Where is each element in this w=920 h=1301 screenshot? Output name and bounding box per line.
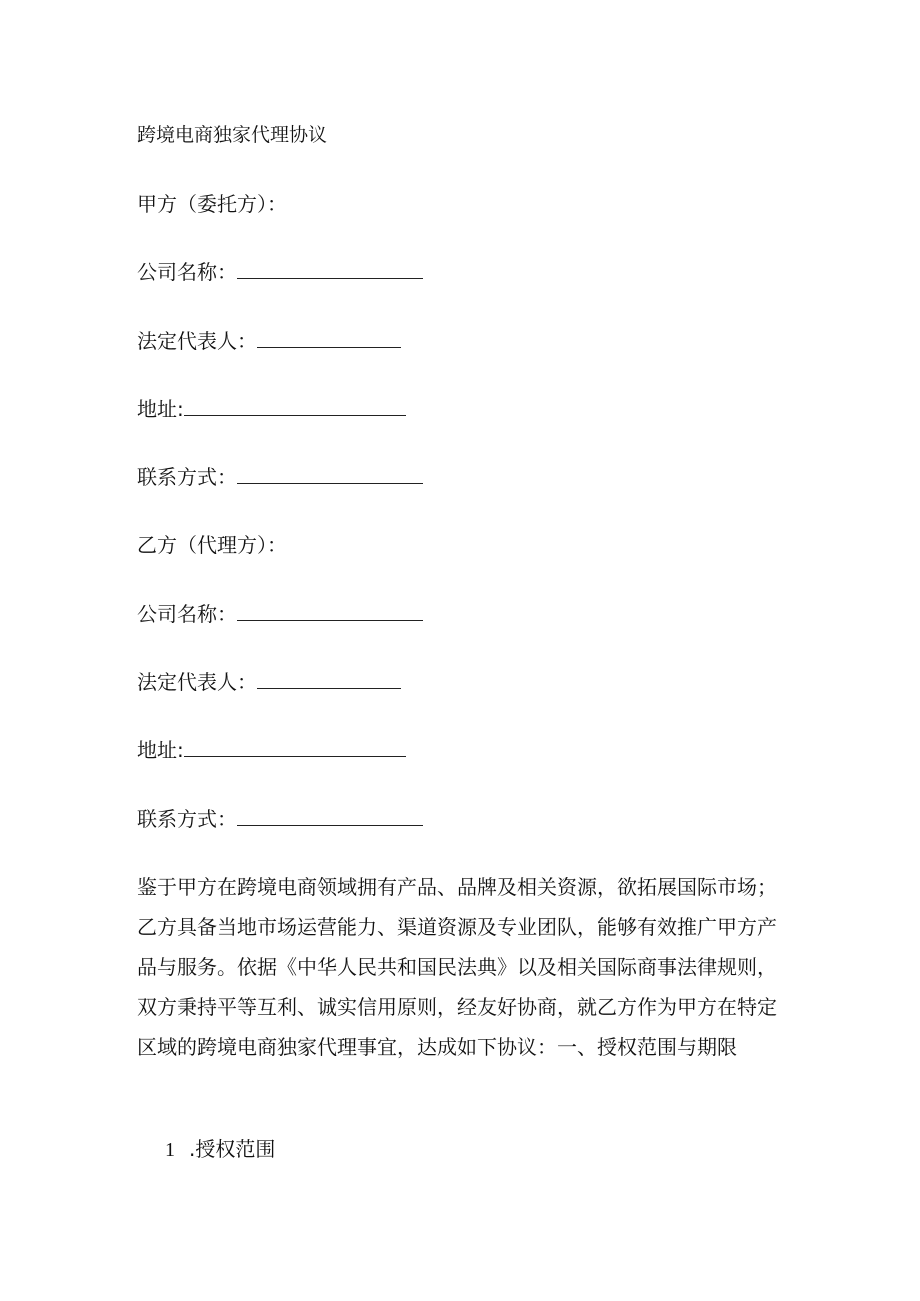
party-b-address-blank <box>184 738 406 757</box>
preamble-line: 鉴于甲方在跨境电商领域拥有产品、品牌及相关资源，欲拓展国际市场； <box>137 875 777 899</box>
party-b-contact-field <box>137 807 423 831</box>
party-a-company-label: 公司名称： <box>137 260 237 284</box>
section-item-authorization-scope <box>165 1137 275 1162</box>
party-b-company-field <box>137 602 423 626</box>
document-title: 跨境电商独家代理协议 <box>137 124 328 146</box>
party-a-company-field <box>137 260 423 284</box>
party-b-heading: 乙方（代理方）： <box>137 533 287 557</box>
party-a-address-field <box>137 397 406 421</box>
party-b-address-label: 地址: <box>137 738 184 762</box>
preamble-line: 乙方具备当地市场运营能力、渠道资源及专业团队，能够有效推广甲方产 <box>137 915 777 939</box>
party-b-company-blank <box>237 602 423 621</box>
party-b-representative-blank <box>257 670 401 689</box>
section-item-number: 1 <box>165 1139 175 1161</box>
party-a-representative-field <box>137 329 401 353</box>
party-a-contact-field <box>137 465 423 489</box>
party-b-representative-label: 法定代表人： <box>137 670 257 694</box>
party-b-contact-label: 联系方式： <box>137 807 237 831</box>
preamble-line: 双方秉持平等互利、诚实信用原则，经友好协商，就乙方作为甲方在特定 <box>137 995 777 1019</box>
section-item-label: .授权范围 <box>189 1137 276 1161</box>
party-b-contact-blank <box>237 807 423 826</box>
party-a-contact-blank <box>237 465 423 484</box>
preamble-line: 区域的跨境电商独家代理事宜，达成如下协议：一、授权范围与期限 <box>137 1035 737 1059</box>
party-b-address-field <box>137 738 406 762</box>
party-a-address-label: 地址: <box>137 397 184 421</box>
party-b-company-label: 公司名称： <box>137 602 237 626</box>
party-a-representative-blank <box>257 329 401 348</box>
party-a-heading: 甲方（委托方）： <box>137 192 287 216</box>
party-a-company-blank <box>237 260 423 279</box>
preamble-paragraph <box>137 867 787 1067</box>
party-a-address-blank <box>184 397 406 416</box>
preamble-line: 品与服务。依据《中华人民共和国民法典》以及相关国际商事法律规则， <box>137 955 777 979</box>
party-a-representative-label: 法定代表人： <box>137 329 257 353</box>
party-b-representative-field <box>137 670 401 694</box>
party-a-contact-label: 联系方式： <box>137 465 237 489</box>
